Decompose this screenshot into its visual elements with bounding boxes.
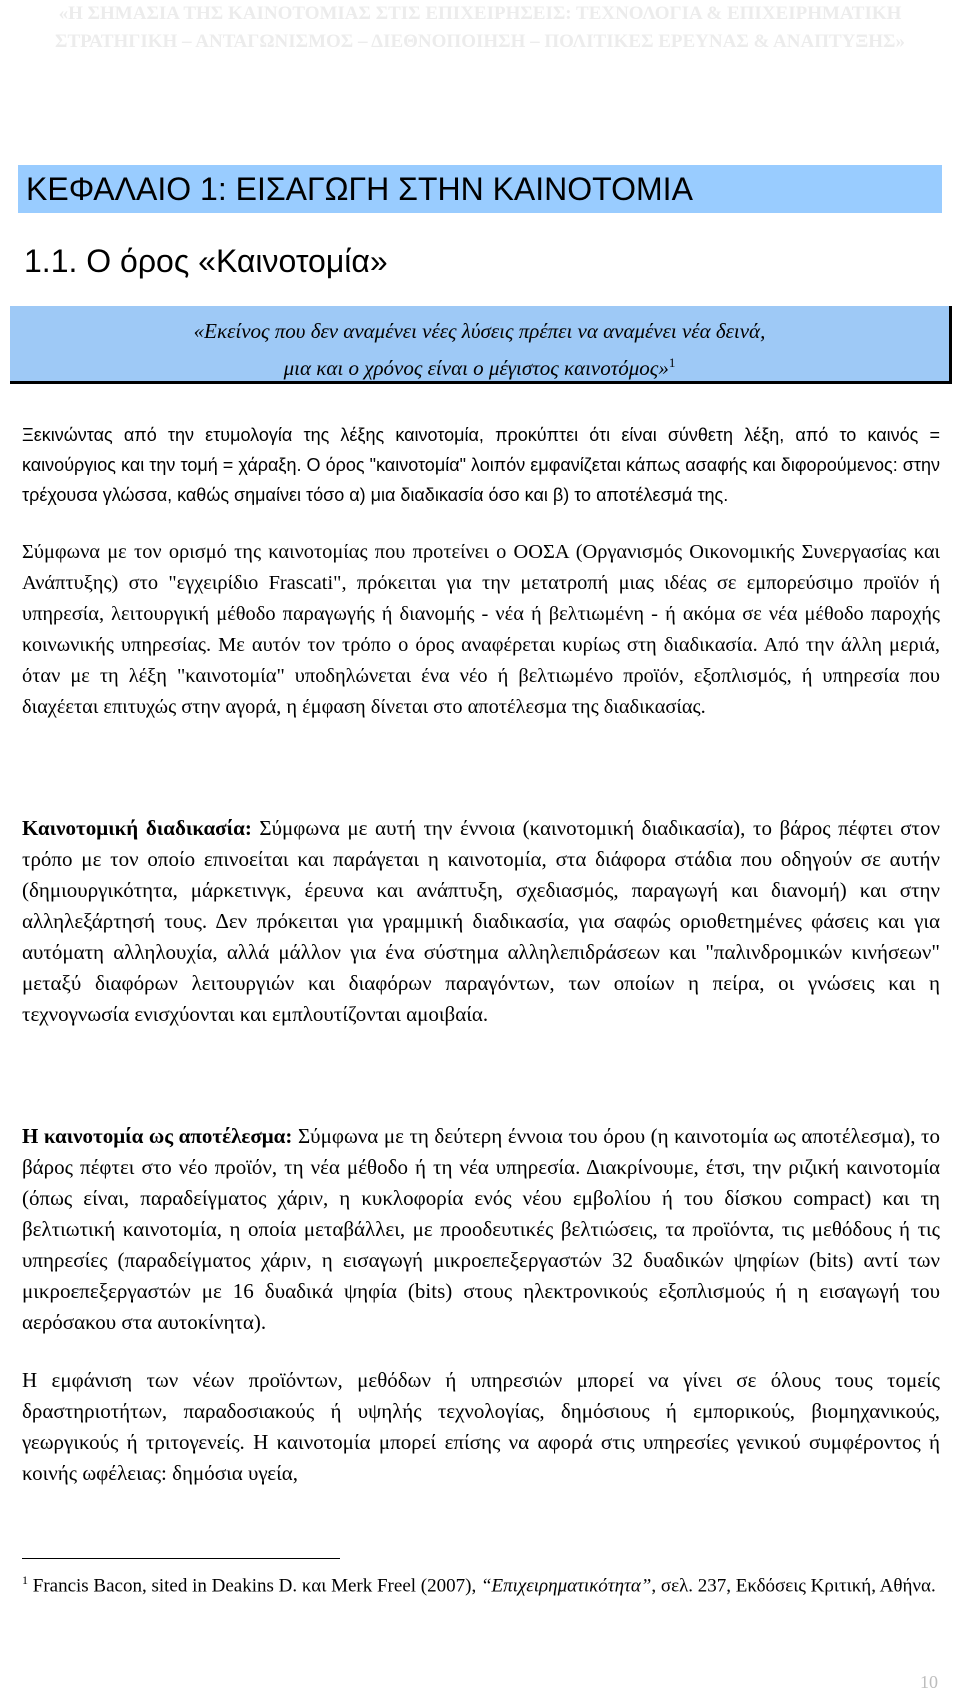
running-header-line-2: ΣΤΡΑΤΗΓΙΚΗ – ΑΝΤΑΓΩΝΙΣΜΟΣ – ΔΙΕΘΝΟΠΟΙΗΣΗ – ΠΟΛΙΤΙΚΕΣ ΕΡΕΥΝΑΣ & ΑΝΑΠΤΥΞΗΣ»: [55, 31, 905, 52]
footnote-text-after: , σελ. 237, Εκδόσεις Κριτική, Αθήνα.: [651, 1575, 936, 1597]
quote-line-2: [10, 347, 949, 384]
process-paragraph-lead: Καινοτομική διαδικασία:: [22, 816, 252, 840]
quote-line-2-text: μια και ο χρόνος είναι ο μέγιστος καινοτόμος»: [283, 356, 669, 380]
footnote-text-before: Francis Bacon, sited in Deakins D. και Merk Freel (2007),: [28, 1575, 481, 1597]
quote-footnote-ref[interactable]: 1: [668, 355, 676, 370]
process-paragraph-text: Σύμφωνα με αυτή την έννοια (καινοτομική διαδικασία), το βάρος πέφτει στον τρόπο με τον οποίο επινοείται και παράγεται η καινοτομία, στα διάφορα στάδια που οδηγούν σε αυτήν (δημιουργικότητα, μάρκετινγκ, έρευνα και ανάπτυξη, σχεδιασμός, παραγωγή και διανομή) και στην αλληλεξάρτησή τους. Δεν πρόκειται για γραμμική διαδικασία, για σαφώς οριοθετημένες φάσεις και για αυτόματη αλληλουχία, αλλά μάλλον για ένα σύστημα αλληλεπιδράσεων και "παλινδρομικών κινήσεων" μεταξύ διαφόρων λειτουργιών και διαφόρων παραγόντων, των οποίων η πείρα, οι γνώσεις και η τεχνογνωσία ενισχύονται και εμπλουτίζονται αμοιβαία.: [22, 816, 940, 1026]
sectors-paragraph: Η εμφάνιση των νέων προϊόντων, μεθόδων ή υπηρεσιών μπορεί να γίνει σε όλους τους τομείς δραστηριοτήτων, παραδοσιακούς ή υψηλής τεχνολογίας, δημόσιους ή εμπορικούς, βιομηχανικούς, γεωργικούς ή τριτογενείς. Η καινοτομία μπορεί επίσης να αφορά στις υπηρεσίες γενικού συμφέροντος ή κοινής ωφέλειας: δημόσια υγεία,: [22, 1368, 940, 1485]
footnote-divider: [22, 1558, 340, 1559]
footnote: [22, 1566, 940, 1600]
quote-line-1: «Εκείνος που δεν αναμένει νέες λύσεις πρέπει να αναμένει νέα δεινά,: [193, 319, 766, 343]
result-paragraph-text: Σύμφωνα με τη δεύτερη έννοια του όρου (η καινοτομία ως αποτέλεσμα), το βάρος πέφτει στο νέο προϊόν, τη νέα μέθοδο ή τη νέα υπηρεσία. Διακρίνουμε, έτσι, την ριζική καινοτομία (όπως είναι, παραδείγματος χάριν, η κυκλοφορία ενός νέου εμβολίου ή του δίσκου compact) και τη βελτιωτική καινοτομία, η οποία μεταβάλλει, με προοδευτικές βελτιώσεις, τα προϊόντα, τις μεθόδους ή τις υπηρεσίες (παραδείγματος χάριν, η εισαγωγή μικροεπεξεργαστών 32 δυαδικών ψηφίων (bits) αντί των μικροεπεξεργαστών με 16 δυαδικά ψηφία (bits) στους ηλεκτρονικούς εξοπλισμούς ή η εισαγωγή του αερόσακου στα αυτοκίνητα).: [22, 1124, 940, 1334]
footnote-number: 1: [22, 1573, 28, 1587]
result-paragraph: [22, 1121, 940, 1338]
footnote-book-title: “Επιχειρηματικότητα”: [480, 1575, 652, 1597]
result-paragraph-lead: Η καινοτομία ως αποτέλεσμα:: [22, 1124, 293, 1148]
definition-paragraph: Σύμφωνα με τον ορισμό της καινοτομίας που προτείνει ο ΟΟΣΑ (Οργανισμός Οικονομικής Συνεργασίας και Ανάπτυξης) στο "εγχειρίδιο Frascati", πρόκειται για την μετατροπή μιας ιδέας σε εμπορεύσιμο προϊόν ή υπηρεσία, λειτουργική μέθοδο παραγωγής ή διανομής - νέα ή βελτιωμένη - ή ακόμα σε νέα μέθοδο παροχής κοινωνικής υπηρεσίας. Με αυτόν τον τρόπο ο όρος αναφέρεται κυρίως στη διαδικασία. Από την άλλη μεριά, όταν με τη λέξη "καινοτομία" υποδηλώνεται ένα νέο ή βελτιωμένο προϊόν, εξοπλισμός, ή υπηρεσία που διαχέεται επιτυχώς στην αγορά, η έμφαση δίνεται στο αποτέλεσμα της διαδικασίας.: [22, 541, 940, 718]
intro-paragraph: Ξεκινώντας από την ετυμολογία της λέξης καινοτομία, προκύπτει ότι είναι σύνθετη λέξη, από το καινός = καινούργιος και την τομή = χάραξη. Ο όρος "καινοτομία" λοιπόν εμφανίζεται κάπως ασαφής και διφορούμενος: στην τρέχουσα γλώσσα, καθώς σημαίνει τόσο α) μια διαδικασία όσο και β) το αποτέλεσμά της.: [22, 425, 940, 505]
section-title: 1.1. Ο όρος «Καινοτομία»: [24, 243, 388, 279]
page-number: 10: [920, 1672, 938, 1692]
process-paragraph: [22, 813, 940, 1030]
epigraph-quote-box: [10, 306, 952, 384]
chapter-title: ΚΕΦΑΛΑΙΟ 1: ΕΙΣΑΓΩΓΗ ΣΤΗΝ ΚΑΙΝΟΤΟΜΙΑ: [18, 165, 942, 213]
running-header-line-1: «Η ΣΗΜΑΣΙΑ ΤΗΣ ΚΑΙΝΟΤΟΜΙΑΣ ΣΤΙΣ ΕΠΙΧΕΙΡΗΣΕΙΣ: ΤΕΧΝΟΛΟΓΙΑ & ΕΠΙΧΕΙΡΗΜΑΤΙΚΗ: [58, 3, 902, 24]
running-header: [0, 0, 960, 56]
